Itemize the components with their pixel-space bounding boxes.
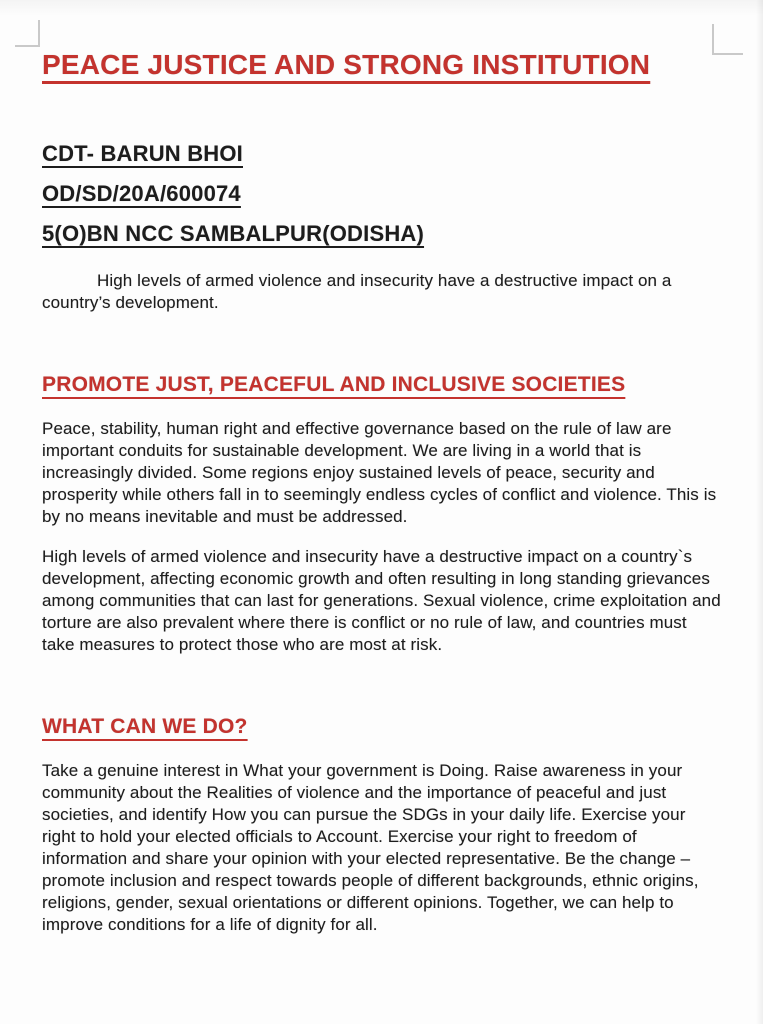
cadet-name-line (42, 134, 721, 174)
section-promote-paragraph-2: High levels of armed violence and insecurity have a destructive impact on a country`s development, affecting economic growth and often resulting in long standing grievances among communities that can last for generations. Sexual violence, crime exploitation and torture are also prevalent where there is conflict or no rule of law, and countries must take measures to protect those who are most at risk. (42, 547, 721, 654)
document-title: PEACE JUSTICE AND STRONG INSTITUTION (42, 49, 651, 80)
page-corner-mark-top-left (15, 20, 40, 47)
section-heading-promote-societies: PROMOTE JUST, PEACEFUL AND INCLUSIVE SOCIETIES (42, 373, 626, 396)
cadet-name-text: CDT- BARUN BHOI (42, 141, 243, 166)
cadet-details-block (42, 134, 721, 254)
cadet-regimental-number-line (42, 174, 721, 214)
intro-paragraph: High levels of armed violence and insecurity have a destructive impact on a country’s development. (42, 271, 672, 312)
section-heading-what-can-we-do: WHAT CAN WE DO? (42, 715, 248, 738)
section-what-can-we-do-paragraph: Take a genuine interest in What your government is Doing. Raise awareness in your community about the Realities of violence and the importance of peaceful and just societies, and identify How you can pursue the SDGs in your daily life. Exercise your right to hold your elected officials to Account. Exercise your right to freedom of information and share your opinion with your elected representative. Be the change – promote inclusion and respect towards people of different backgrounds, ethnic origins, religions, gender, sexual orientations or different opinions. Together, we can help to improve conditions for a life of dignity for all. (42, 761, 699, 934)
cadet-unit-line (42, 214, 721, 254)
section-promote-paragraph-1: Peace, stability, human right and effective governance based on the rule of law are important conduits for sustainable development. We are living in a world that is increasingly divided. Some regions enjoy sustained levels of peace, security and prosperity while others fall in to seemingly endless cycles of conflict and violence. This is by no means inevitable and must be addressed. (42, 419, 717, 526)
document-body (0, 48, 763, 936)
cadet-regimental-number-text: OD/SD/20A/600074 (42, 181, 241, 206)
cadet-unit-text: 5(O)BN NCC SAMBALPUR(ODISHA) (42, 221, 425, 246)
